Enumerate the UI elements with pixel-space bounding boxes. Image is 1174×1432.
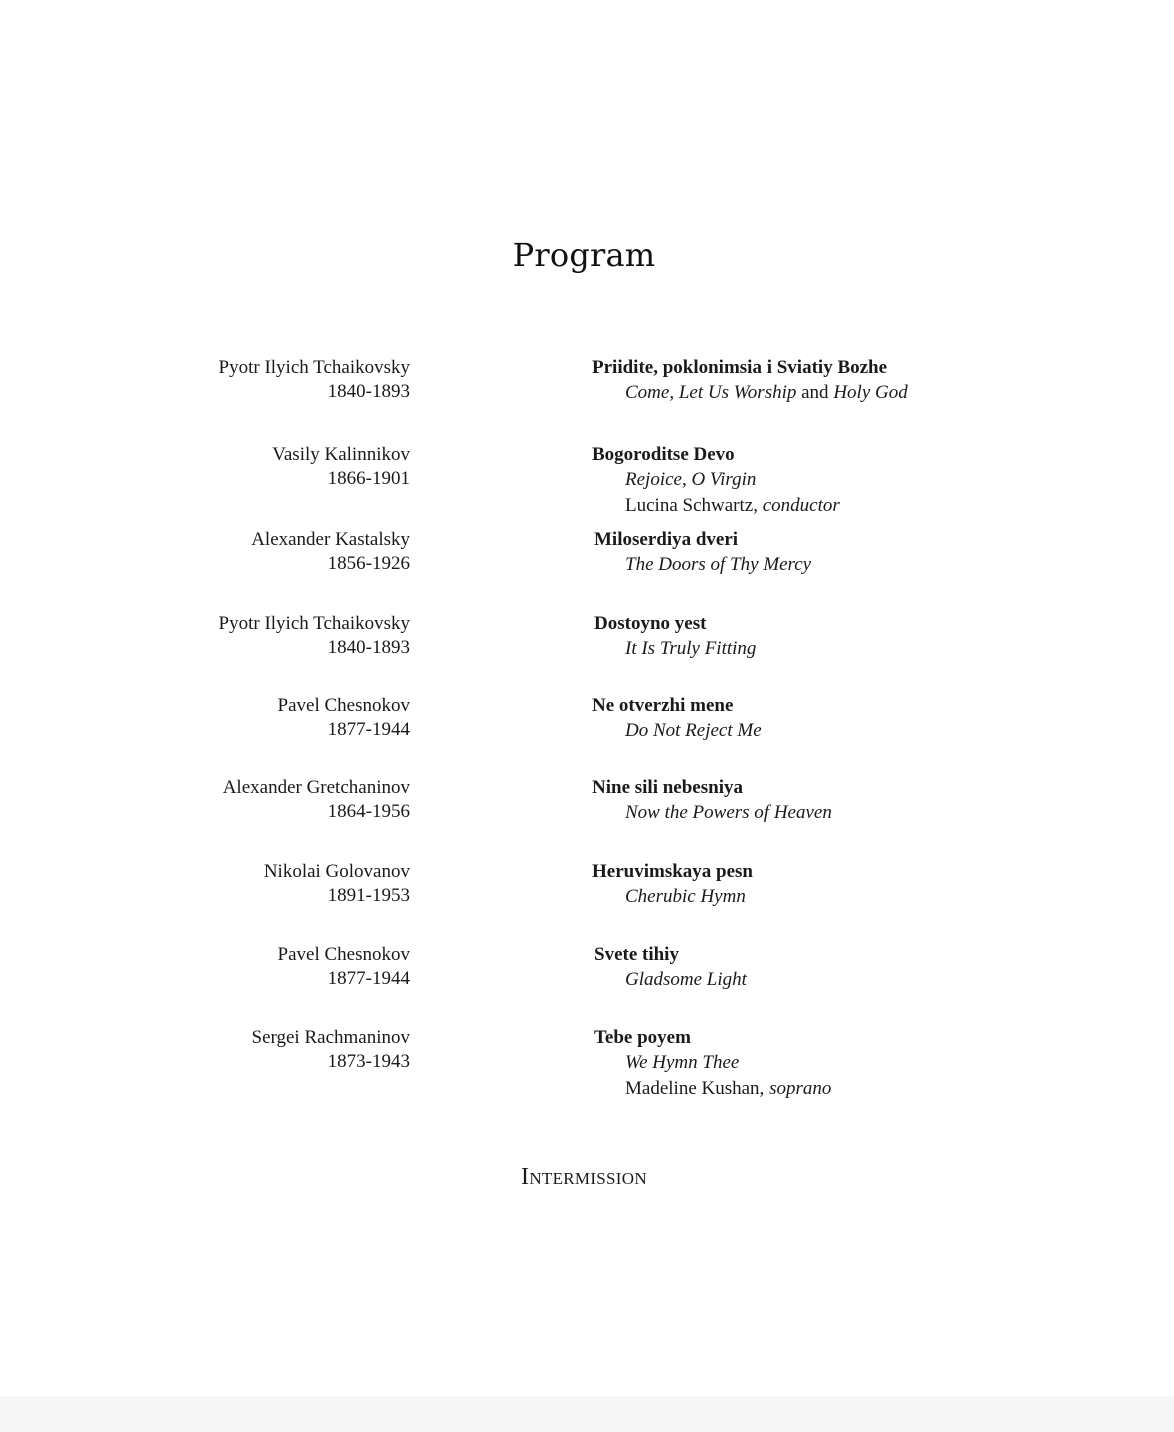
composer-dates: 1864-1956 xyxy=(327,801,410,822)
work-title: Priidite, poklonimsia i Sviatiy Bozhe xyxy=(592,357,888,378)
program-entry xyxy=(0,528,1174,608)
performer-credit xyxy=(592,493,1092,519)
composer-dates: 1891-1953 xyxy=(327,885,410,906)
program-entry xyxy=(0,776,1174,856)
composer-name: Pyotr Ilyich Tchaikovsky xyxy=(218,613,410,634)
work-block xyxy=(592,694,1092,744)
composer-name: Sergei Rachmaninov xyxy=(251,1027,410,1048)
work-title: Ne otverzhi mene xyxy=(592,695,734,716)
work-translation: Rejoice, O Virgin xyxy=(625,469,757,490)
work-title: Svete tihiy xyxy=(594,944,679,965)
program-entry xyxy=(0,1026,1174,1106)
work-title: Dostoyno yest xyxy=(594,613,707,634)
work-title: Miloserdiya dveri xyxy=(594,529,739,550)
translation-part-a: Come, Let Us Worship xyxy=(625,382,797,403)
work-translation: Do Not Reject Me xyxy=(625,720,762,741)
work-title: Nine sili nebesniya xyxy=(592,777,743,798)
composer-name: Nikolai Golovanov xyxy=(263,861,410,882)
page-title: Program xyxy=(512,236,656,274)
work-translation: It Is Truly Fitting xyxy=(625,638,757,659)
composer-block xyxy=(110,776,410,824)
work-translation: Cherubic Hymn xyxy=(625,886,746,907)
work-title: Heruvimskaya pesn xyxy=(592,861,753,882)
work-block xyxy=(592,443,1092,519)
composer-block xyxy=(110,694,410,742)
performer-name: Lucina Schwartz, xyxy=(625,495,763,516)
composer-dates: 1877-1944 xyxy=(327,968,410,989)
performer-credit xyxy=(594,1076,1094,1102)
composer-name: Pavel Chesnokov xyxy=(277,695,410,716)
composer-name: Vasily Kalinnikov xyxy=(272,444,410,465)
work-block xyxy=(592,860,1092,910)
work-translation xyxy=(592,380,1092,406)
composer-block xyxy=(110,860,410,908)
composer-block xyxy=(110,1026,410,1074)
work-translation: We Hymn Thee xyxy=(625,1052,740,1073)
composer-block xyxy=(110,943,410,991)
composer-name: Alexander Gretchaninov xyxy=(222,777,410,798)
program-entry xyxy=(0,612,1174,692)
performer-role: soprano xyxy=(769,1078,832,1099)
composer-dates: 1873-1943 xyxy=(327,1051,410,1072)
work-block xyxy=(594,528,1094,578)
program-entry xyxy=(0,356,1174,436)
work-block xyxy=(594,612,1094,662)
work-block xyxy=(592,356,1092,406)
work-block xyxy=(594,1026,1094,1102)
composer-name: Pavel Chesnokov xyxy=(277,944,410,965)
program-entry xyxy=(0,943,1174,1023)
program-entry xyxy=(0,694,1174,774)
work-translation: The Doors of Thy Mercy xyxy=(625,554,812,575)
page-footer-band xyxy=(0,1396,1174,1432)
composer-block xyxy=(110,528,410,576)
composer-dates: 1840-1893 xyxy=(327,637,410,658)
composer-block xyxy=(110,443,410,491)
composer-dates: 1840-1893 xyxy=(327,381,410,402)
composer-dates: 1877-1944 xyxy=(327,719,410,740)
work-title: Tebe poyem xyxy=(594,1027,691,1048)
work-block xyxy=(592,776,1092,826)
composer-name: Alexander Kastalsky xyxy=(251,529,410,550)
work-translation: Now the Powers of Heaven xyxy=(625,802,832,823)
work-title: Bogoroditse Devo xyxy=(592,444,735,465)
composer-dates: 1866-1901 xyxy=(327,468,410,489)
program-entry xyxy=(0,860,1174,940)
composer-name: Pyotr Ilyich Tchaikovsky xyxy=(218,357,410,378)
work-translation: Gladsome Light xyxy=(625,969,747,990)
performer-role: conductor xyxy=(762,495,840,516)
translation-join: and xyxy=(796,382,834,403)
work-block xyxy=(594,943,1094,993)
composer-block xyxy=(110,612,410,660)
intermission-heading: Intermission xyxy=(521,1164,647,1190)
composer-block xyxy=(110,356,410,404)
performer-name: Madeline Kushan, xyxy=(625,1078,770,1099)
program-entry xyxy=(0,443,1174,523)
translation-part-b: Holy God xyxy=(833,382,908,403)
composer-dates: 1856-1926 xyxy=(327,553,410,574)
